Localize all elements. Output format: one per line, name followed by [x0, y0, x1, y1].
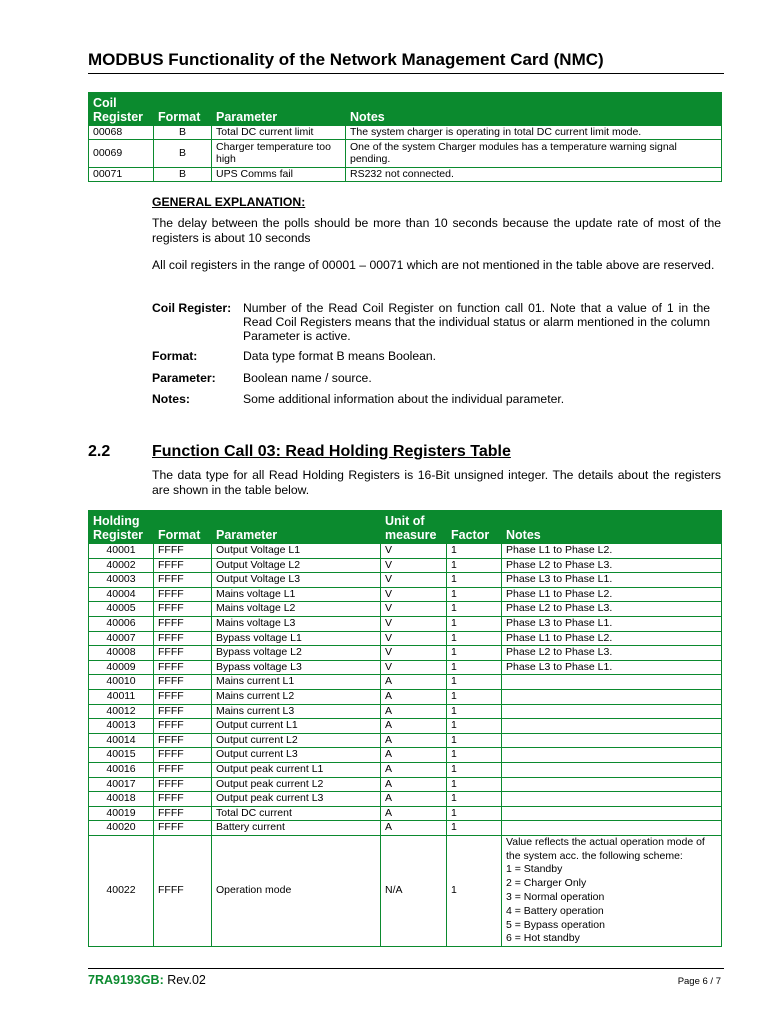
- parameter-cell: Output Voltage L3: [212, 573, 381, 588]
- col-header-format: Format: [154, 511, 212, 544]
- register-cell: 40019: [89, 806, 154, 821]
- unit-cell: V: [381, 573, 447, 588]
- footer-document-id: 7RA9193GB: Rev.02: [88, 973, 206, 987]
- table-row: [89, 602, 722, 617]
- register-cell: 00068: [89, 126, 154, 140]
- format-cell: FFFF: [154, 544, 212, 559]
- unit-cell: N/A: [381, 835, 447, 946]
- factor-cell: 1: [447, 733, 502, 748]
- register-cell: 40011: [89, 689, 154, 704]
- unit-cell: A: [381, 777, 447, 792]
- table-row: [89, 806, 722, 821]
- notes-cell: [502, 762, 722, 777]
- table-row: [89, 704, 722, 719]
- register-cell: 40008: [89, 646, 154, 661]
- unit-cell: A: [381, 689, 447, 704]
- parameter-cell: Output current L2: [212, 733, 381, 748]
- format-cell: FFFF: [154, 733, 212, 748]
- holding-register-table: [88, 510, 722, 947]
- parameter-cell: Mains voltage L3: [212, 616, 381, 631]
- table-row: [89, 544, 722, 559]
- col-header-register: Holding Register: [89, 511, 154, 544]
- unit-cell: A: [381, 675, 447, 690]
- operation-mode-note: 2 = Charger Only: [506, 877, 587, 890]
- register-cell: 40005: [89, 602, 154, 617]
- register-cell: 40017: [89, 777, 154, 792]
- factor-cell: 1: [447, 777, 502, 792]
- operation-mode-note: 3 = Normal operation: [506, 891, 605, 904]
- notes-cell: RS232 not connected.: [346, 168, 722, 182]
- register-cell: 40012: [89, 704, 154, 719]
- register-cell: 40009: [89, 660, 154, 675]
- factor-cell: 1: [447, 646, 502, 661]
- parameter-cell: Bypass voltage L2: [212, 646, 381, 661]
- col-header-notes: Notes: [502, 511, 722, 544]
- parameter-cell: Output peak current L2: [212, 777, 381, 792]
- unit-cell: V: [381, 558, 447, 573]
- format-cell: FFFF: [154, 704, 212, 719]
- factor-cell: 1: [447, 821, 502, 836]
- format-cell: FFFF: [154, 792, 212, 807]
- unit-cell: V: [381, 544, 447, 559]
- factor-cell: 1: [447, 558, 502, 573]
- section-number: 2.2: [88, 443, 111, 460]
- factor-cell: 1: [447, 704, 502, 719]
- format-cell: FFFF: [154, 821, 212, 836]
- unit-cell: V: [381, 616, 447, 631]
- unit-cell: A: [381, 792, 447, 807]
- factor-cell: 1: [447, 835, 502, 946]
- register-cell: 40010: [89, 675, 154, 690]
- notes-cell: Phase L2 to Phase L3.: [502, 602, 722, 617]
- parameter-cell: Mains current L2: [212, 689, 381, 704]
- factor-cell: 1: [447, 689, 502, 704]
- unit-cell: A: [381, 719, 447, 734]
- register-cell: 40013: [89, 719, 154, 734]
- table-row-operation-mode: [89, 835, 722, 946]
- factor-cell: 1: [447, 544, 502, 559]
- format-cell: FFFF: [154, 587, 212, 602]
- section-intro: The data type for all Read Holding Registers is 16-Bit unsigned integer. The details about the registers are shown in the table below.: [152, 468, 721, 497]
- table-row: [89, 587, 722, 602]
- format-cell: FFFF: [154, 660, 212, 675]
- format-cell: B: [154, 168, 212, 182]
- table-row: [89, 616, 722, 631]
- parameter-cell: Output Voltage L2: [212, 558, 381, 573]
- general-explanation-title: GENERAL EXPLANATION:: [152, 195, 306, 209]
- col-header-factor: Factor: [447, 511, 502, 544]
- table-row: [89, 733, 722, 748]
- table-row: [89, 573, 722, 588]
- unit-cell: V: [381, 631, 447, 646]
- operation-mode-note: 6 = Hot standby: [506, 932, 580, 945]
- notes-cell: [502, 835, 722, 946]
- register-cell: 40015: [89, 748, 154, 763]
- format-cell: FFFF: [154, 835, 212, 946]
- table-row: [89, 748, 722, 763]
- parameter-cell: Output current L1: [212, 719, 381, 734]
- page-number: Page 6 / 7: [677, 976, 721, 987]
- section-title: Function Call 03: Read Holding Registers Table: [152, 443, 511, 460]
- operation-mode-note: 1 = Standby: [506, 863, 563, 876]
- register-cell: 40018: [89, 792, 154, 807]
- parameter-cell: Mains current L1: [212, 675, 381, 690]
- table-row: [89, 777, 722, 792]
- footer-divider: [88, 968, 724, 969]
- format-cell: FFFF: [154, 689, 212, 704]
- table-row: [89, 689, 722, 704]
- col-header-parameter: Parameter: [212, 511, 381, 544]
- factor-cell: 1: [447, 616, 502, 631]
- register-cell: 40002: [89, 558, 154, 573]
- operation-mode-note: 5 = Bypass operation: [506, 918, 605, 931]
- format-cell: FFFF: [154, 762, 212, 777]
- register-cell: 40004: [89, 587, 154, 602]
- coil-register-table: [88, 92, 722, 182]
- factor-cell: 1: [447, 748, 502, 763]
- page-header-title: MODBUS Functionality of the Network Management Card (NMC): [88, 50, 604, 69]
- operation-mode-note: Value reflects the actual operation mode of the system acc. the following scheme:: [506, 835, 705, 862]
- factor-cell: 1: [447, 792, 502, 807]
- format-cell: FFFF: [154, 806, 212, 821]
- register-cell: 40016: [89, 762, 154, 777]
- header-divider: [88, 73, 724, 74]
- parameter-cell: Bypass voltage L3: [212, 660, 381, 675]
- notes-cell: Phase L1 to Phase L2.: [502, 587, 722, 602]
- parameter-cell: Output peak current L3: [212, 792, 381, 807]
- notes-cell: Phase L2 to Phase L3.: [502, 646, 722, 661]
- factor-cell: 1: [447, 587, 502, 602]
- factor-cell: 1: [447, 719, 502, 734]
- format-cell: FFFF: [154, 777, 212, 792]
- unit-cell: V: [381, 660, 447, 675]
- notes-cell: Phase L1 to Phase L2.: [502, 544, 722, 559]
- notes-cell: [502, 792, 722, 807]
- format-cell: FFFF: [154, 616, 212, 631]
- parameter-cell: Bypass voltage L1: [212, 631, 381, 646]
- format-cell: FFFF: [154, 573, 212, 588]
- parameter-cell: Mains voltage L2: [212, 602, 381, 617]
- notes-cell: [502, 821, 722, 836]
- table-row: [89, 646, 722, 661]
- register-cell: 00069: [89, 140, 154, 168]
- col-header-register: Coil Register: [89, 93, 154, 126]
- format-cell: FFFF: [154, 602, 212, 617]
- table-row: [89, 140, 722, 168]
- notes-cell: [502, 806, 722, 821]
- register-cell: 40003: [89, 573, 154, 588]
- factor-cell: 1: [447, 602, 502, 617]
- parameter-cell: Total DC current limit: [212, 126, 346, 140]
- unit-cell: A: [381, 733, 447, 748]
- notes-cell: Phase L1 to Phase L2.: [502, 631, 722, 646]
- parameter-cell: Output peak current L1: [212, 762, 381, 777]
- notes-cell: Phase L3 to Phase L1.: [502, 660, 722, 675]
- factor-cell: 1: [447, 806, 502, 821]
- table-row: [89, 660, 722, 675]
- factor-cell: 1: [447, 573, 502, 588]
- unit-cell: A: [381, 704, 447, 719]
- table-row: [89, 792, 722, 807]
- unit-cell: A: [381, 806, 447, 821]
- notes-cell: [502, 704, 722, 719]
- factor-cell: 1: [447, 762, 502, 777]
- col-header-notes: Notes: [346, 93, 722, 126]
- col-header-parameter: Parameter: [212, 93, 346, 126]
- format-cell: B: [154, 140, 212, 168]
- format-cell: FFFF: [154, 646, 212, 661]
- parameter-cell: Charger temperature too high: [212, 140, 346, 168]
- unit-cell: V: [381, 646, 447, 661]
- table-row: [89, 126, 722, 140]
- register-cell: 40006: [89, 616, 154, 631]
- format-cell: B: [154, 126, 212, 140]
- format-cell: FFFF: [154, 748, 212, 763]
- parameter-cell: Mains current L3: [212, 704, 381, 719]
- format-cell: FFFF: [154, 675, 212, 690]
- parameter-cell: Mains voltage L1: [212, 587, 381, 602]
- notes-cell: Phase L3 to Phase L1.: [502, 573, 722, 588]
- format-cell: FFFF: [154, 558, 212, 573]
- parameter-cell: Total DC current: [212, 806, 381, 821]
- unit-cell: A: [381, 762, 447, 777]
- format-cell: FFFF: [154, 719, 212, 734]
- notes-cell: Phase L2 to Phase L3.: [502, 558, 722, 573]
- notes-cell: [502, 689, 722, 704]
- notes-cell: [502, 719, 722, 734]
- factor-cell: 1: [447, 675, 502, 690]
- unit-cell: V: [381, 602, 447, 617]
- unit-cell: A: [381, 748, 447, 763]
- notes-cell: [502, 748, 722, 763]
- factor-cell: 1: [447, 660, 502, 675]
- parameter-cell: Output current L3: [212, 748, 381, 763]
- notes-cell: [502, 675, 722, 690]
- register-cell: 40020: [89, 821, 154, 836]
- table-row: [89, 168, 722, 182]
- table-row: [89, 558, 722, 573]
- parameter-cell: Operation mode: [212, 835, 381, 946]
- parameter-cell: Battery current: [212, 821, 381, 836]
- register-cell: 40007: [89, 631, 154, 646]
- table-header-row: [89, 93, 722, 126]
- register-cell: 40001: [89, 544, 154, 559]
- table-row: [89, 762, 722, 777]
- table-row: [89, 719, 722, 734]
- parameter-cell: UPS Comms fail: [212, 168, 346, 182]
- register-cell: 00071: [89, 168, 154, 182]
- general-paragraph-1: The delay between the polls should be more than 10 seconds because the update rate of most of the registers is about 10 seconds: [152, 216, 721, 245]
- table-row: [89, 821, 722, 836]
- col-header-format: Format: [154, 93, 212, 126]
- notes-cell: The system charger is operating in total DC current limit mode.: [346, 126, 722, 140]
- table-row: [89, 675, 722, 690]
- register-cell: 40014: [89, 733, 154, 748]
- notes-cell: [502, 777, 722, 792]
- col-header-unit: Unit of measure: [381, 511, 447, 544]
- register-cell: 40022: [89, 835, 154, 946]
- format-cell: FFFF: [154, 631, 212, 646]
- general-paragraph-2: All coil registers in the range of 00001 – 00071 which are not mentioned in the table above are reserved.: [152, 258, 715, 272]
- unit-cell: A: [381, 821, 447, 836]
- notes-cell: Phase L3 to Phase L1.: [502, 616, 722, 631]
- table-header-row: [89, 511, 722, 544]
- notes-cell: [502, 733, 722, 748]
- unit-cell: V: [381, 587, 447, 602]
- factor-cell: 1: [447, 631, 502, 646]
- parameter-cell: Output Voltage L1: [212, 544, 381, 559]
- table-row: [89, 631, 722, 646]
- notes-cell: One of the system Charger modules has a temperature warning signal pending.: [346, 140, 722, 168]
- operation-mode-note: 4 = Battery operation: [506, 904, 604, 917]
